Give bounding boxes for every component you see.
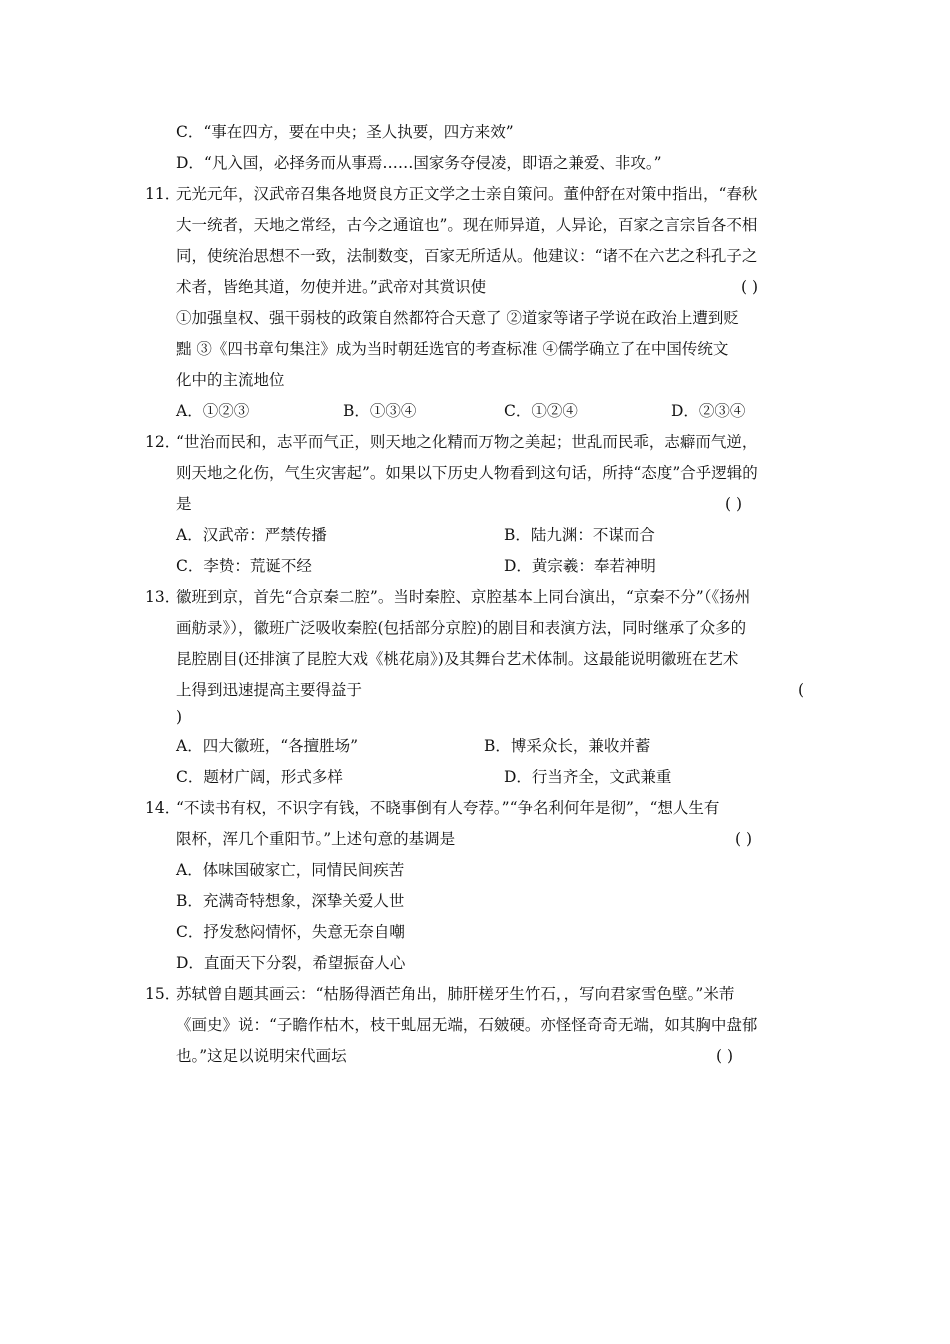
q14-line: 限杯，浑几个重阳节。”上述句意的基调是	[176, 830, 456, 848]
q15-line: 《画史》说：“子瞻作枯木，枝干虬屈无端，石皴硬。亦怪怪奇奇无端，如其胸中盘郁	[176, 1016, 758, 1034]
q14-number: 14．	[145, 799, 181, 817]
q11-line: 术者，皆绝其道，勿使并进。”武帝对其赏识使	[176, 278, 487, 296]
q14-option-d: D．直面天下分裂，希望振奋人心	[176, 954, 406, 972]
q14-option-c: C．抒发愁闷情怀，失意无奈自嘲	[176, 923, 405, 941]
q11-option-c: C．①②④	[504, 402, 578, 420]
q12-answer-blank: ( )	[725, 495, 743, 513]
q12-number: 12．	[145, 433, 181, 451]
q11-line: 元光元年，汉武帝召集各地贤良方正文学之士亲自策问。董仲舒在对策中指出，“春秋	[176, 185, 758, 203]
q13-line: 上得到迅速提高主要得益于	[176, 681, 363, 699]
q13-line: 画舫录》），徽班广泛吸收秦腔(包括部分京腔)的剧目和表演方法，同时继承了众多的	[176, 619, 747, 637]
q11-answer-blank: ( )	[741, 278, 759, 296]
q13-number: 13．	[145, 588, 181, 606]
q13-option-a: A．四大徽班，“各擅胜场”	[176, 737, 359, 755]
q15-line: 苏轼曾自题其画云：“枯肠得酒芒角出，肺肝槎牙生竹石，，写向君家雪色壁。”米芾	[176, 985, 735, 1003]
q15-answer-blank: ( )	[716, 1047, 734, 1065]
q15-number: 15．	[145, 985, 181, 1003]
q11-statement-line: 黜 ③《四书章句集注》成为当时朝廷选官的考查标准 ④儒学确立了在中国传统文	[176, 340, 729, 358]
q12-option-c: C．李贽：荒诞不经	[176, 557, 312, 575]
q12-line: “世治而民和，志平而气正，则天地之化精而万物之美起；世乱而民乖，志癖而气逆，	[176, 433, 758, 451]
q11-option-b: B．①③④	[343, 402, 417, 420]
q14-option-a: A．体味国破家亡，同情民间疾苦	[176, 861, 405, 879]
q10-option-d: D．“凡入国，必择务而从事焉……国家务夺侵凌，即语之兼爱、非攻。”	[176, 154, 662, 172]
q14-line: “不读书有权，不识字有钱，不晓事倒有人夸荐。”“争名利何年是彻”，“想人生有	[176, 799, 720, 817]
q12-line: 是	[176, 495, 192, 513]
q11-statement-line: 化中的主流地位	[176, 371, 285, 389]
q13-option-d: D．行当齐全，文武兼重	[504, 768, 672, 786]
q11-option-a: A．①②③	[176, 402, 250, 420]
q10-option-c: C．“事在四方，要在中央；圣人执要，四方来效”	[176, 123, 514, 141]
q13-answer-blank-close: )	[176, 708, 183, 726]
q12-line: 则天地之化伤，气生灾害起”。如果以下历史人物看到这句话，所持“态度”合乎逻辑的	[176, 464, 758, 482]
q11-statement-line: ①加强皇权、强干弱枝的政策自然都符合天意了 ②道家等诸子学说在政治上遭到贬	[176, 309, 739, 327]
q13-line: 昆腔剧目(还排演了昆腔大戏《桃花扇》)及其舞台艺术体制。这最能说明徽班在艺术	[176, 650, 739, 668]
q11-line: 同，使统治思想不一致，法制数变，百家无所适从。他建议：“诸不在六艺之科孔子之	[176, 247, 758, 265]
q13-answer-blank-open: (	[798, 681, 805, 699]
q12-option-b: B．陆九渊：不谋而合	[504, 526, 655, 544]
q15-line: 也。”这足以说明宋代画坛	[176, 1047, 347, 1065]
q13-option-b: B．博采众长，兼收并蓄	[484, 737, 651, 755]
q12-option-a: A．汉武帝：严禁传播	[176, 526, 327, 544]
q11-line: 大一统者，天地之常经，古今之通谊也”。现在师异道，人异论，百家之言宗旨各不相	[176, 216, 758, 234]
q14-answer-blank: ( )	[735, 830, 753, 848]
q12-option-d: D．黄宗羲：奉若神明	[504, 557, 656, 575]
q11-option-d: D．②③④	[671, 402, 746, 420]
q11-number: 11．	[145, 185, 181, 203]
q13-option-c: C．题材广阔，形式多样	[176, 768, 343, 786]
q13-line: 徽班到京，首先“合京秦二腔”。当时秦腔、京腔基本上同台演出，“京秦不分”（《扬州	[176, 588, 751, 606]
q14-option-b: B．充满奇特想象，深挚关爱人世	[176, 892, 405, 910]
